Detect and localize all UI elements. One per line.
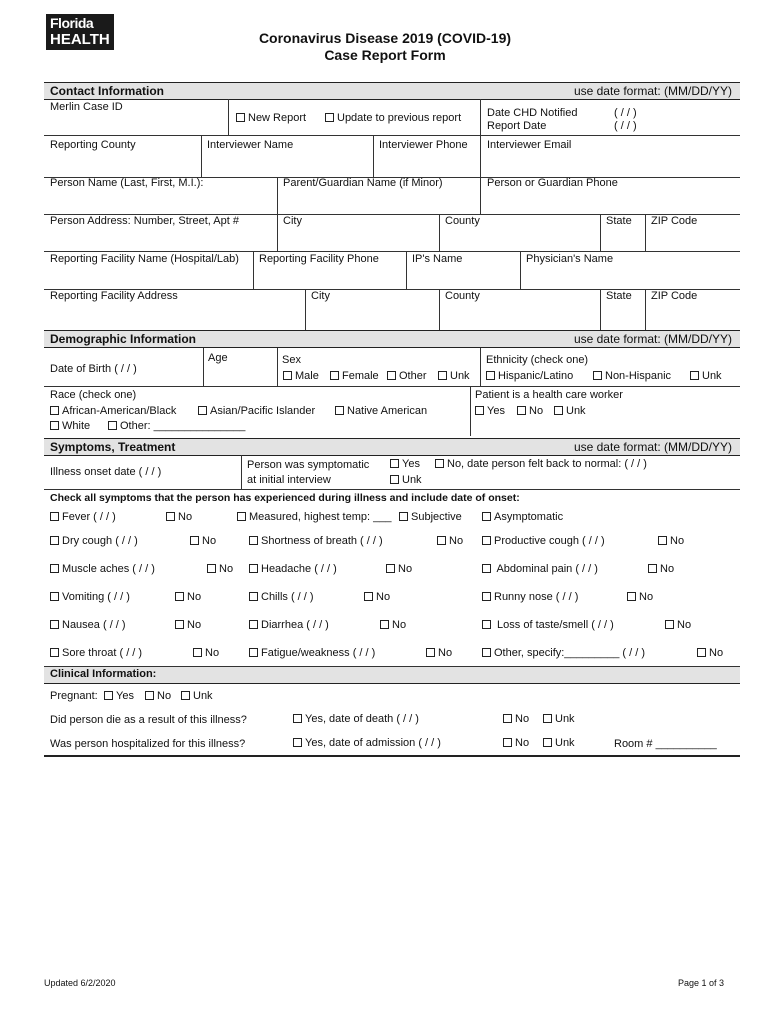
symptom-checkbox[interactable]	[249, 592, 258, 601]
symptoms-instructions: Check all symptoms that the person has experienced during illness and include date of onset:	[50, 492, 520, 504]
race-african-american-checkbox[interactable]	[50, 406, 59, 415]
fever-option[interactable]	[50, 511, 116, 524]
fever-no-checkbox[interactable]	[166, 512, 175, 521]
died-no-label: No	[515, 713, 530, 725]
symptomatic-unk-label: Unk	[402, 474, 422, 486]
symptom-no-checkbox[interactable]	[697, 648, 706, 657]
facility-state-field[interactable]: State	[606, 290, 632, 302]
symptom-option[interactable]	[249, 591, 314, 604]
symptom-checkbox[interactable]	[50, 564, 59, 573]
symptoms-heading: Symptoms, Treatment	[50, 440, 176, 454]
symptom-label: Vomiting ( / / )	[62, 591, 130, 603]
symptom-label: Sore throat ( / / )	[62, 647, 143, 659]
died-question: Did person die as a result of this illness?	[50, 714, 247, 726]
symptom-checkbox[interactable]	[482, 536, 491, 545]
hcw-yes-label: Yes	[487, 405, 505, 417]
sex-unk-option[interactable]	[438, 370, 470, 383]
demographic-date-format: use date format: (MM/DD/YY)	[573, 332, 732, 346]
hcw-yes-checkbox[interactable]	[475, 406, 484, 415]
sex-unk-label: Unk	[450, 370, 470, 382]
demographic-section-header	[44, 330, 740, 348]
pregnant-no-option[interactable]	[145, 690, 171, 703]
measured-temp-checkbox[interactable]	[237, 512, 246, 521]
symptom-no-label: No	[438, 647, 453, 659]
sex-other-option[interactable]	[387, 370, 427, 383]
race-other-checkbox[interactable]	[108, 421, 117, 430]
room-number-field[interactable]: Room # __________	[614, 738, 717, 750]
symptom-label: Muscle aches ( / / )	[62, 563, 155, 575]
pregnant-yes-label: Yes	[116, 690, 134, 702]
hcw-unk-option[interactable]	[554, 405, 586, 418]
pregnant-unk-option[interactable]	[181, 690, 213, 703]
symptomatic-unk-checkbox[interactable]	[390, 475, 399, 484]
symptoms-date-format: use date format: (MM/DD/YY)	[573, 440, 732, 454]
person-guardian-phone-field[interactable]: Person or Guardian Phone	[487, 177, 618, 189]
hospitalized-no-option[interactable]	[503, 737, 529, 750]
symptom-no-checkbox[interactable]	[648, 564, 657, 573]
fever-no-label: No	[178, 511, 193, 523]
died-yes-label: Yes, date of death ( / / )	[305, 713, 419, 725]
race-asian-label: Asian/Pacific Islander	[210, 405, 316, 417]
ethnicity-non-hispanic-option[interactable]	[593, 370, 671, 383]
demographic-heading: Demographic Information	[50, 332, 197, 346]
florida-health-logo	[46, 14, 114, 50]
symptom-label: Other, specify:_________ ( / / )	[494, 647, 646, 659]
symptomatic-unk-option[interactable]	[390, 474, 422, 487]
pregnant-unk-checkbox[interactable]	[181, 691, 190, 700]
asymptomatic-checkbox[interactable]	[482, 512, 491, 521]
hcw-yes-option[interactable]	[475, 405, 505, 418]
address-zip-field[interactable]: ZIP Code	[651, 215, 698, 227]
symptom-no-option[interactable]	[426, 647, 452, 660]
fever-checkbox[interactable]	[50, 512, 59, 521]
symptom-option[interactable]	[482, 619, 614, 632]
symptom-label: Runny nose ( / / )	[494, 591, 579, 603]
person-name-field[interactable]: Person Name (Last, First, M.I.):	[50, 177, 204, 189]
hospitalized-no-checkbox[interactable]	[503, 738, 512, 747]
symptomatic-no-label: No, date person felt back to normal: ( / / )	[447, 458, 647, 470]
died-no-checkbox[interactable]	[503, 714, 512, 723]
symptom-no-option[interactable]	[437, 535, 463, 548]
ethnicity-unk-option[interactable]	[690, 370, 722, 383]
contact-section-header	[44, 82, 740, 100]
facility-phone-field[interactable]: Reporting Facility Phone	[259, 253, 379, 265]
sex-label: Sex	[282, 354, 301, 366]
symptom-no-option[interactable]	[207, 563, 233, 576]
sex-male-option[interactable]	[283, 370, 319, 383]
symptom-no-option[interactable]	[658, 535, 684, 548]
symptom-option[interactable]	[482, 591, 578, 604]
symptom-no-option[interactable]	[648, 563, 674, 576]
update-report-option[interactable]	[325, 112, 461, 125]
pregnant-yes-option[interactable]	[104, 690, 134, 703]
hospitalized-yes-option[interactable]	[293, 737, 441, 750]
logo-line-1: Florida	[50, 15, 94, 31]
died-no-option[interactable]	[503, 713, 529, 726]
clinical-heading: Clinical Information:	[50, 668, 157, 680]
symptom-label: Abdominal pain ( / / )	[494, 563, 598, 575]
symptomatic-no-checkbox[interactable]	[435, 459, 444, 468]
symptom-option[interactable]	[249, 535, 383, 548]
facility-county-field[interactable]: County	[445, 290, 480, 302]
report-date-field[interactable]: ( / / )	[614, 120, 637, 132]
facility-zip-field[interactable]: ZIP Code	[651, 290, 698, 302]
symptom-option[interactable]	[482, 535, 605, 548]
symptom-option[interactable]	[482, 563, 598, 576]
symptom-no-label: No	[639, 591, 654, 603]
symptom-option[interactable]	[249, 647, 375, 660]
symptom-no-label: No	[677, 619, 692, 631]
symptom-checkbox[interactable]	[249, 648, 258, 657]
symptom-no-label: No	[398, 563, 413, 575]
symptom-checkbox[interactable]	[50, 648, 59, 657]
symptom-option[interactable]	[249, 563, 337, 576]
symptom-checkbox[interactable]	[249, 620, 258, 629]
clinical-section-header	[44, 667, 740, 684]
ip-name-field[interactable]: IP's Name	[412, 253, 463, 265]
symptomatic-yes-label: Yes	[402, 458, 420, 470]
measured-temp-label: Measured, highest temp: ___	[249, 511, 392, 523]
ethnicity-label: Ethnicity (check one)	[486, 354, 589, 366]
parent-guardian-name-field[interactable]: Parent/Guardian Name (if Minor)	[283, 177, 443, 189]
symptom-no-label: No	[205, 647, 220, 659]
hospitalized-yes-checkbox[interactable]	[293, 738, 302, 747]
died-unk-option[interactable]	[543, 713, 575, 726]
form-title: Coronavirus Disease 2019 (COVID-19)	[258, 30, 512, 46]
asymptomatic-option[interactable]	[482, 511, 563, 524]
symptomatic-label-2: at initial interview	[247, 474, 331, 486]
symptom-no-checkbox[interactable]	[175, 620, 184, 629]
sex-female-option[interactable]	[330, 370, 379, 383]
hcw-unk-checkbox[interactable]	[554, 406, 563, 415]
symptomatic-yes-checkbox[interactable]	[390, 459, 399, 468]
address-city-field[interactable]: City	[283, 215, 302, 227]
symptom-no-checkbox[interactable]	[364, 592, 373, 601]
symptom-checkbox[interactable]	[50, 536, 59, 545]
address-county-field[interactable]: County	[445, 215, 480, 227]
symptom-checkbox[interactable]	[482, 620, 491, 629]
symptomatic-no-option[interactable]	[435, 458, 647, 471]
pregnant-yes-checkbox[interactable]	[104, 691, 113, 700]
contact-heading: Contact Information	[50, 84, 164, 98]
symptom-label: Diarrhea ( / / )	[261, 619, 329, 631]
symptom-no-option[interactable]	[665, 619, 691, 632]
race-white-label: White	[62, 420, 91, 432]
person-address-field[interactable]: Person Address: Number, Street, Apt #	[50, 215, 239, 227]
died-yes-checkbox[interactable]	[293, 714, 302, 723]
ethnicity-unk-checkbox[interactable]	[690, 371, 699, 380]
symptom-no-option[interactable]	[175, 591, 201, 604]
symptom-option[interactable]	[50, 535, 138, 548]
logo-line-2: HEALTH	[50, 31, 110, 48]
symptom-no-option[interactable]	[627, 591, 653, 604]
died-yes-option[interactable]	[293, 713, 419, 726]
ethnicity-non-hispanic-checkbox[interactable]	[593, 371, 602, 380]
subjective-checkbox[interactable]	[399, 512, 408, 521]
hospitalized-no-label: No	[515, 737, 530, 749]
ethnicity-unk-label: Unk	[702, 370, 722, 382]
hcw-unk-label: Unk	[566, 405, 586, 417]
symptomatic-yes-option[interactable]	[390, 458, 420, 471]
symptom-option[interactable]	[482, 647, 645, 660]
sex-female-checkbox[interactable]	[330, 371, 339, 380]
symptom-no-option[interactable]	[190, 535, 216, 548]
symptom-no-label: No	[660, 563, 675, 575]
sex-other-checkbox[interactable]	[387, 371, 396, 380]
race-native-american-checkbox[interactable]	[335, 406, 344, 415]
symptom-no-option[interactable]	[175, 619, 201, 632]
symptom-no-label: No	[709, 647, 724, 659]
pregnant-label: Pregnant:	[50, 690, 98, 702]
ethnicity-hispanic-checkbox[interactable]	[486, 371, 495, 380]
race-african-american-label: African-American/Black	[62, 405, 177, 417]
symptom-no-checkbox[interactable]	[207, 564, 216, 573]
facility-address-field[interactable]: Reporting Facility Address	[50, 290, 178, 302]
interviewer-name-field[interactable]: Interviewer Name	[207, 139, 294, 151]
ethnicity-non-hispanic-label: Non-Hispanic	[605, 370, 672, 382]
race-other-option[interactable]	[108, 420, 245, 433]
symptom-checkbox[interactable]	[50, 592, 59, 601]
symptom-label: Productive cough ( / / )	[494, 535, 605, 547]
sex-other-label: Other	[399, 370, 427, 382]
symptom-option[interactable]	[50, 591, 130, 604]
symptom-checkbox[interactable]	[249, 536, 258, 545]
hospitalized-yes-label: Yes, date of admission ( / / )	[305, 737, 441, 749]
merlin-case-id-field[interactable]: Merlin Case ID	[50, 101, 123, 113]
race-other-label: Other: _______________	[120, 420, 246, 432]
hospitalized-unk-option[interactable]	[543, 737, 575, 750]
address-state-field[interactable]: State	[606, 215, 632, 227]
symptom-no-option[interactable]	[364, 591, 390, 604]
symptom-no-label: No	[376, 591, 391, 603]
fever-label: Fever ( / / )	[62, 511, 116, 523]
hospitalized-question: Was person hospitalized for this illness?	[50, 738, 246, 750]
symptom-no-option[interactable]	[380, 619, 406, 632]
hcw-no-label: No	[529, 405, 544, 417]
symptomatic-label-1: Person was symptomatic	[247, 459, 370, 471]
race-white-checkbox[interactable]	[50, 421, 59, 430]
race-african-american-option[interactable]	[50, 405, 176, 418]
pregnant-no-label: No	[157, 690, 172, 702]
symptom-no-label: No	[187, 619, 202, 631]
died-unk-checkbox[interactable]	[543, 714, 552, 723]
report-date-label: Report Date	[487, 120, 547, 132]
date-chd-notified-field[interactable]: ( / / )	[614, 107, 637, 119]
symptom-label: Nausea ( / / )	[62, 619, 126, 631]
hospitalized-unk-checkbox[interactable]	[543, 738, 552, 747]
symptom-option[interactable]	[50, 619, 126, 632]
pregnant-no-checkbox[interactable]	[145, 691, 154, 700]
race-native-american-option[interactable]	[335, 405, 427, 418]
asymptomatic-label: Asymptomatic	[494, 511, 564, 523]
interviewer-phone-field[interactable]: Interviewer Phone	[379, 139, 468, 151]
new-report-checkbox[interactable]	[236, 113, 245, 122]
facility-city-field[interactable]: City	[311, 290, 330, 302]
fever-no-option[interactable]	[166, 511, 192, 524]
form-subtitle: Case Report Form	[324, 47, 446, 63]
symptom-no-checkbox[interactable]	[380, 620, 389, 629]
age-field[interactable]: Age	[208, 352, 228, 364]
symptom-option[interactable]	[249, 619, 329, 632]
race-label: Race (check one)	[50, 389, 137, 401]
symptom-no-option[interactable]	[697, 647, 723, 660]
health-care-worker-label: Patient is a health care worker	[475, 389, 623, 401]
symptom-no-label: No	[670, 535, 685, 547]
new-report-option[interactable]	[236, 112, 306, 125]
hospitalized-unk-label: Unk	[555, 737, 575, 749]
died-unk-label: Unk	[555, 713, 575, 725]
symptom-option[interactable]	[50, 647, 142, 660]
symptom-label: Dry cough ( / / )	[62, 535, 138, 547]
symptom-no-checkbox[interactable]	[190, 536, 199, 545]
symptom-no-label: No	[187, 591, 202, 603]
symptom-label: Chills ( / / )	[261, 591, 314, 603]
symptom-no-label: No	[219, 563, 234, 575]
symptom-no-checkbox[interactable]	[426, 648, 435, 657]
update-report-label: Update to previous report	[337, 112, 462, 124]
symptom-checkbox[interactable]	[482, 648, 491, 657]
sex-male-checkbox[interactable]	[283, 371, 292, 380]
update-report-checkbox[interactable]	[325, 113, 334, 122]
symptom-label: Loss of taste/smell ( / / )	[494, 619, 614, 631]
symptom-no-checkbox[interactable]	[193, 648, 202, 657]
new-report-label: New Report	[248, 112, 307, 124]
symptom-label: Headache ( / / )	[261, 563, 337, 575]
symptom-no-label: No	[392, 619, 407, 631]
subjective-label: Subjective	[411, 511, 462, 523]
subjective-option[interactable]	[399, 511, 462, 524]
race-white-option[interactable]	[50, 420, 90, 433]
sex-female-label: Female	[342, 370, 379, 382]
updated-date: Updated 6/2/2020	[44, 978, 116, 988]
sex-unk-checkbox[interactable]	[438, 371, 447, 380]
sex-male-label: Male	[295, 370, 319, 382]
symptom-no-checkbox[interactable]	[386, 564, 395, 573]
illness-onset-date-field[interactable]: Illness onset date ( / / )	[50, 466, 162, 478]
race-native-american-label: Native American	[347, 405, 428, 417]
physician-name-field[interactable]: Physician's Name	[526, 253, 614, 265]
symptom-no-checkbox[interactable]	[437, 536, 446, 545]
symptom-checkbox[interactable]	[50, 620, 59, 629]
facility-name-field[interactable]: Reporting Facility Name (Hospital/Lab)	[50, 253, 239, 265]
symptom-checkbox[interactable]	[482, 564, 491, 573]
ethnicity-hispanic-label: Hispanic/Latino	[498, 370, 574, 382]
symptom-option[interactable]	[50, 563, 155, 576]
symptom-no-label: No	[449, 535, 464, 547]
interviewer-email-field[interactable]: Interviewer Email	[487, 139, 572, 151]
symptom-no-label: No	[202, 535, 217, 547]
symptom-no-checkbox[interactable]	[658, 536, 667, 545]
symptom-checkbox[interactable]	[482, 592, 491, 601]
symptom-no-option[interactable]	[386, 563, 412, 576]
symptom-checkbox[interactable]	[249, 564, 258, 573]
hcw-no-option[interactable]	[517, 405, 543, 418]
symptom-label: Shortness of breath ( / / )	[261, 535, 383, 547]
reporting-county-field[interactable]: Reporting County	[50, 139, 136, 151]
race-asian-option[interactable]	[198, 405, 315, 418]
symptoms-section-header	[44, 438, 740, 456]
symptom-no-checkbox[interactable]	[665, 620, 674, 629]
pregnant-unk-label: Unk	[193, 690, 213, 702]
ethnicity-hispanic-option[interactable]	[486, 370, 573, 383]
race-asian-checkbox[interactable]	[198, 406, 207, 415]
contact-date-format: use date format: (MM/DD/YY)	[573, 84, 732, 98]
hcw-no-checkbox[interactable]	[517, 406, 526, 415]
page-number: Page 1 of 3	[678, 978, 725, 988]
date-chd-notified-label: Date CHD Notified	[487, 107, 578, 119]
symptom-no-checkbox[interactable]	[627, 592, 636, 601]
measured-temp-option[interactable]	[237, 511, 391, 524]
date-of-birth-field[interactable]: Date of Birth ( / / )	[50, 363, 137, 375]
symptom-label: Fatigue/weakness ( / / )	[261, 647, 376, 659]
symptom-no-checkbox[interactable]	[175, 592, 184, 601]
symptom-no-option[interactable]	[193, 647, 219, 660]
